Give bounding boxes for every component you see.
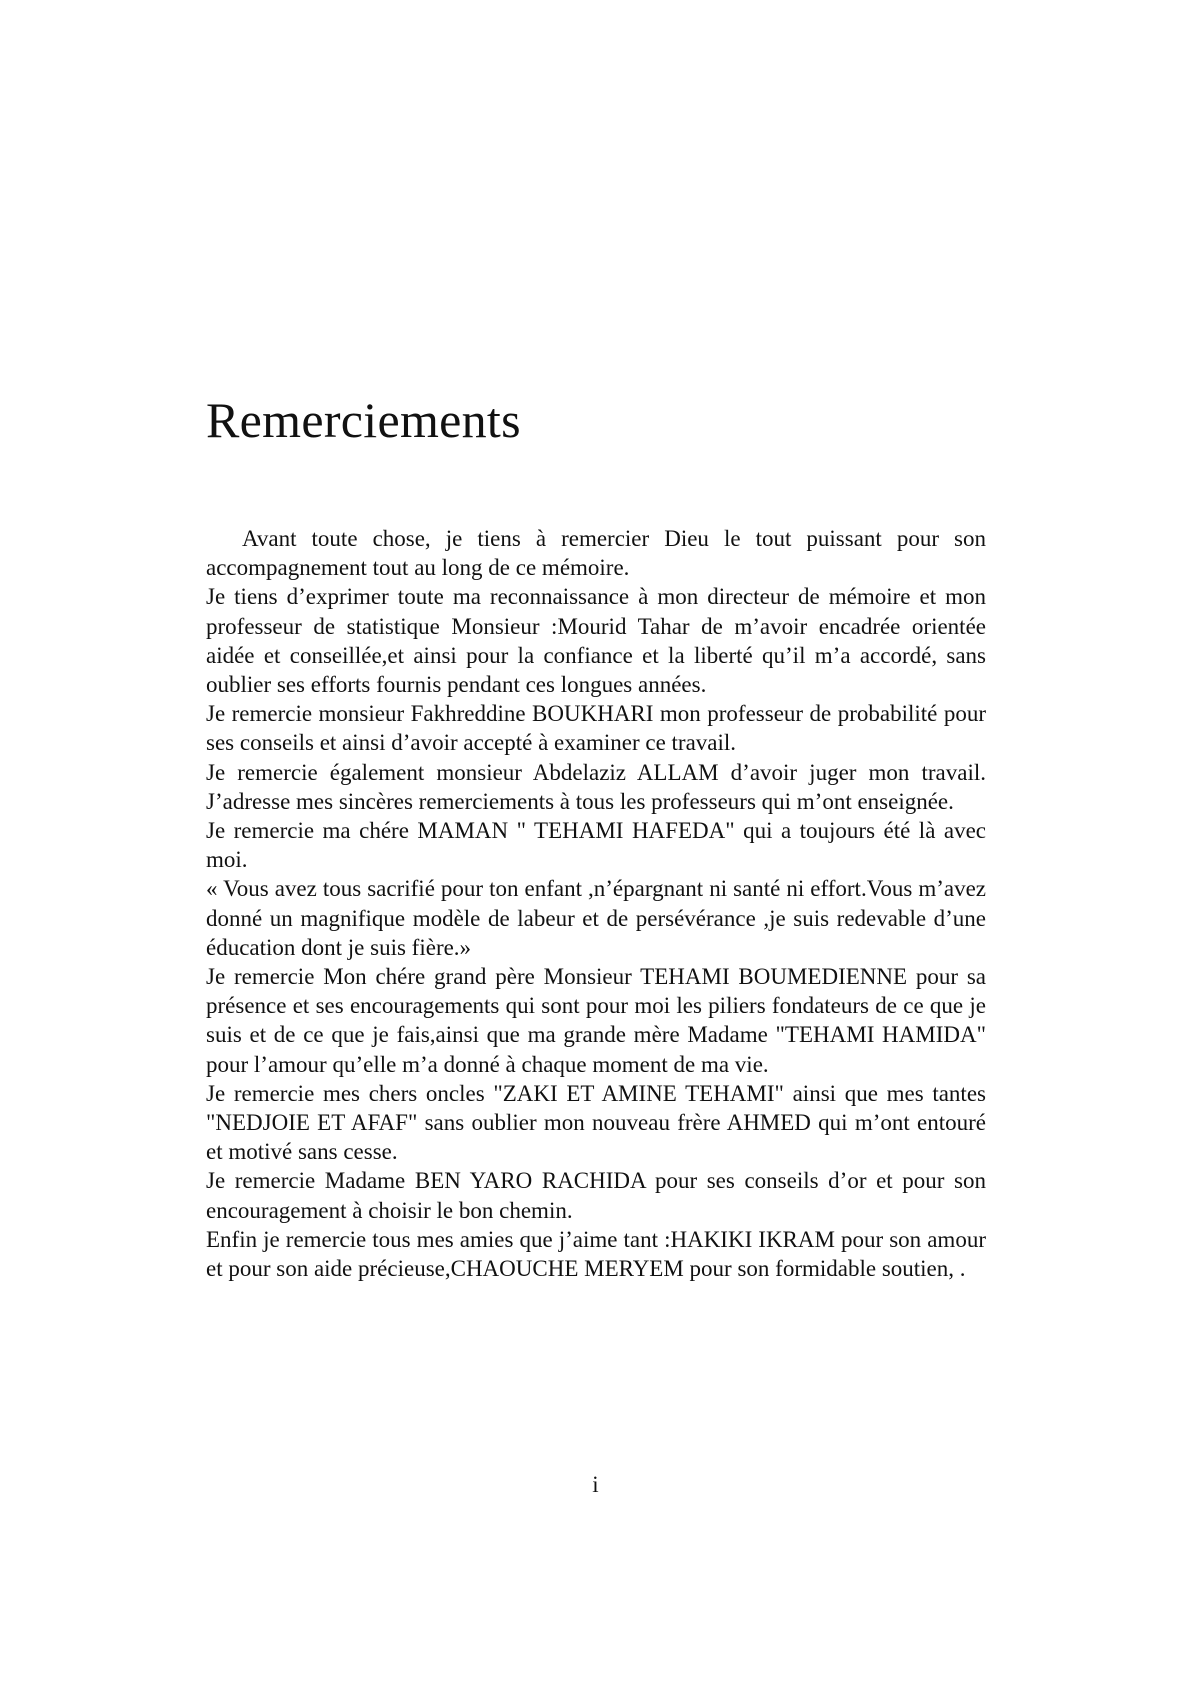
paragraph-rachida: Je remercie Madame BEN YARO RACHIDA pour ses conseils d’or et pour son encouragement à choisir le bon chemin. bbox=[206, 1168, 986, 1223]
paragraph-mother: Je remercie ma chére MAMAN " TEHAMI HAFEDA" qui a toujours été là avec moi. bbox=[206, 818, 986, 873]
paragraph-quote: « Vous avez tous sacrifié pour ton enfant ,n’épargnant ni santé ni effort.Vous m’avez donné un magnifique modèle de labeur et de persévérance ,je suis redevable d’une éducation dont je suis fière.» bbox=[206, 876, 986, 960]
paragraph-allam: Je remercie également monsieur Abdelaziz ALLAM d’avoir juger mon travail. J’adresse mes sincères remerciements à tous les professeurs qui m’ont enseignée. bbox=[206, 759, 986, 814]
paragraph-intro: Avant toute chose, je tiens à remercier Dieu le tout puissant pour son accompagnement tout au long de ce mémoire. bbox=[206, 526, 986, 581]
acknowledgements-body bbox=[206, 524, 986, 1283]
paragraph-family: Je remercie mes chers oncles "ZAKI ET AMINE TEHAMI" ainsi que mes tantes "NEDJOIE ET AFAF" sans oublier mon nouveau frère AHMED qui m’ont entouré et motivé sans cesse. bbox=[206, 1080, 986, 1165]
paragraph-boukhari: Je remercie monsieur Fakhreddine BOUKHARI mon professeur de probabilité pour ses conseils et ainsi d’avoir accepté à examiner ce travail. bbox=[206, 701, 986, 756]
page-title: Remerciements bbox=[206, 392, 521, 448]
paragraph-director: Je tiens d’exprimer toute ma reconnaissance à mon directeur de mémoire et mon professeur de statistique Monsieur :Mourid Tahar de m’avoir encadrée orientée aidée et conseillée,et ainsi pour la confiance et la liberté qu’il m’a accordé, sans oublier ses efforts fournis pendant ces longues années. bbox=[206, 584, 986, 698]
paragraph-grandparents: Je remercie Mon chére grand père Monsieur TEHAMI BOUMEDIENNE pour sa présence et ses encouragements qui sont pour moi les piliers fondateurs de ce que je suis et de ce que je fais,ainsi que ma grande mère Madame "TEHAMI HAMIDA" pour l’amour qu’elle m’a donné à chaque moment de ma vie. bbox=[206, 964, 986, 1077]
page-number: i bbox=[592, 1472, 599, 1497]
paragraph-friends: Enfin je remercie tous mes amies que j’aime tant :HAKIKI IKRAM pour son amour et pour son aide précieuse,CHAOUCHE MERYEM pour son formidable soutien, . bbox=[206, 1226, 986, 1282]
